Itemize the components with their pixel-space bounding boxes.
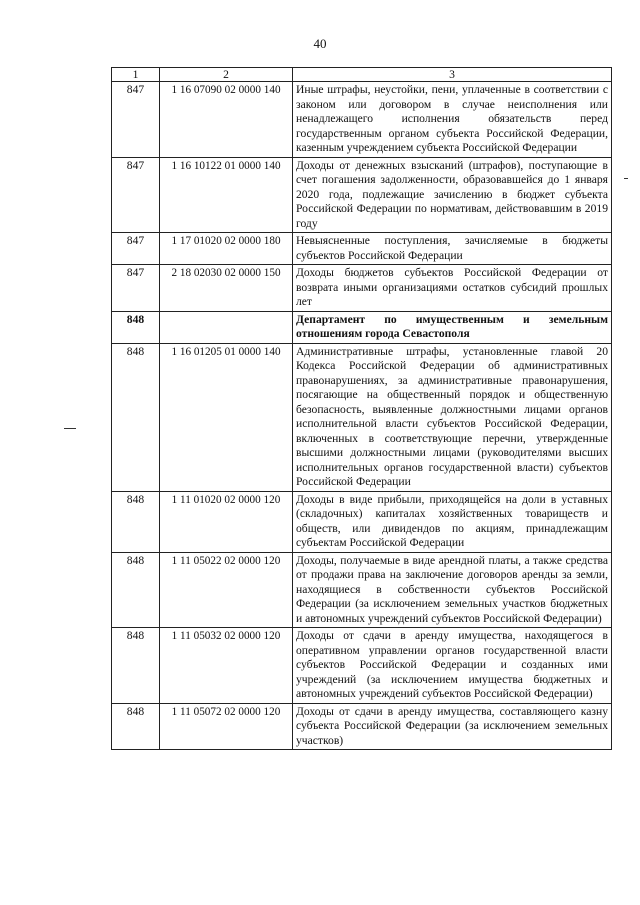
- revenue-name-cell: Доходы, получаемые в виде арендной платы, а также средства от продажи права на заключение договоров аренды за земли, находящиеся в собственности субъектов Российской Федерации (за исключением земельных участков бюджетных и автономных учреждений субъектов Российской Федерации): [293, 552, 612, 628]
- revenue-name-cell: Доходы от сдачи в аренду имущества, находящегося в оперативном управлении органов государственной власти субъектов Российской Федерации и созданных ими учреждений (за исключением имущества бюджетных и автономных учреждений субъектов Российской Федерации): [293, 628, 612, 704]
- table-row: [112, 343, 612, 491]
- revenue-code-cell: 1 11 05022 02 0000 120: [160, 552, 293, 628]
- header-row: [112, 68, 612, 82]
- revenue-code-cell: 2 18 02030 02 0000 150: [160, 265, 293, 312]
- header-col-2: 2: [160, 68, 293, 82]
- revenue-name-cell: Административные штрафы, установленные главой 20 Кодекса Российской Федерации об административных правонарушениях, за административные правонарушения, посягающие на общественный порядок и общественную безопасность, выявленные должностными лицами органов исполнительной власти субъектов Российской Федерации, включенных в соответствующие перечни, утвержденные высшими должностными лицами (руководителями высших исполнительных органов государственной власти) субъектов Российской Федерации: [293, 343, 612, 491]
- table-row: [112, 311, 612, 343]
- header-col-3: 3: [293, 68, 612, 82]
- revenue-name-cell: Иные штрафы, неустойки, пени, уплаченные в соответствии с законом или договором в случае неисполнения или ненадлежащего исполнения обязательств перед государственным органом субъекта Российской Федерации, казенным учреждением субъекта Российской Федерации: [293, 82, 612, 158]
- admin-code-cell: 847: [112, 82, 160, 158]
- table-row: [112, 265, 612, 312]
- table-body: [112, 68, 612, 750]
- admin-code-cell: 848: [112, 491, 160, 552]
- revenue-name-cell: Доходы от денежных взысканий (штрафов), поступающие в счет погашения задолженности, образовавшейся до 1 января 2020 года, подлежащие зачислению в бюджет субъекта Российской Федерации по нормативам, действовавшим в 2019 году: [293, 157, 612, 233]
- revenue-code-cell: 1 17 01020 02 0000 180: [160, 233, 293, 265]
- admin-code-cell: 848: [112, 343, 160, 491]
- admin-code-cell: 848: [112, 628, 160, 704]
- table-row: [112, 82, 612, 158]
- revenue-code-cell: 1 16 10122 01 0000 140: [160, 157, 293, 233]
- revenue-code-cell: 1 11 01020 02 0000 120: [160, 491, 293, 552]
- admin-code-cell: 847: [112, 157, 160, 233]
- table-row: [112, 552, 612, 628]
- revenue-code-cell: 1 16 01205 01 0000 140: [160, 343, 293, 491]
- revenue-name-cell: Невыясненные поступления, зачисляемые в бюджеты субъектов Российской Федерации: [293, 233, 612, 265]
- revenue-codes-table: [111, 67, 612, 750]
- revenue-code-cell: [160, 311, 293, 343]
- scan-mark-left: [64, 428, 76, 429]
- revenue-code-cell: 1 11 05032 02 0000 120: [160, 628, 293, 704]
- admin-code-cell: 847: [112, 265, 160, 312]
- revenue-code-cell: 1 11 05072 02 0000 120: [160, 703, 293, 750]
- table-row: [112, 157, 612, 233]
- admin-code-cell: 848: [112, 703, 160, 750]
- revenue-name-cell: Доходы в виде прибыли, приходящейся на доли в уставных (складочных) капиталах хозяйственных товариществ и обществ, или дивидендов по акциям, принадлежащим субъектам Российской Федерации: [293, 491, 612, 552]
- page-number: 40: [313, 36, 327, 51]
- admin-code-cell: 848: [112, 311, 160, 343]
- revenue-name-cell: Доходы от сдачи в аренду имущества, составляющего казну субъекта Российской Федерации (за исключением земельных участков): [293, 703, 612, 750]
- table-row: [112, 491, 612, 552]
- revenue-code-cell: 1 16 07090 02 0000 140: [160, 82, 293, 158]
- header-col-1: 1: [112, 68, 160, 82]
- revenue-name-cell: Доходы бюджетов субъектов Российской Федерации от возврата иными организациями остатков субсидий прошлых лет: [293, 265, 612, 312]
- admin-code-cell: 847: [112, 233, 160, 265]
- table-row: [112, 233, 612, 265]
- table-row: [112, 628, 612, 704]
- revenue-name-cell: Департамент по имущественным и земельным отношениям города Севастополя: [293, 311, 612, 343]
- admin-code-cell: 848: [112, 552, 160, 628]
- table-row: [112, 703, 612, 750]
- scan-mark-right: [624, 178, 628, 179]
